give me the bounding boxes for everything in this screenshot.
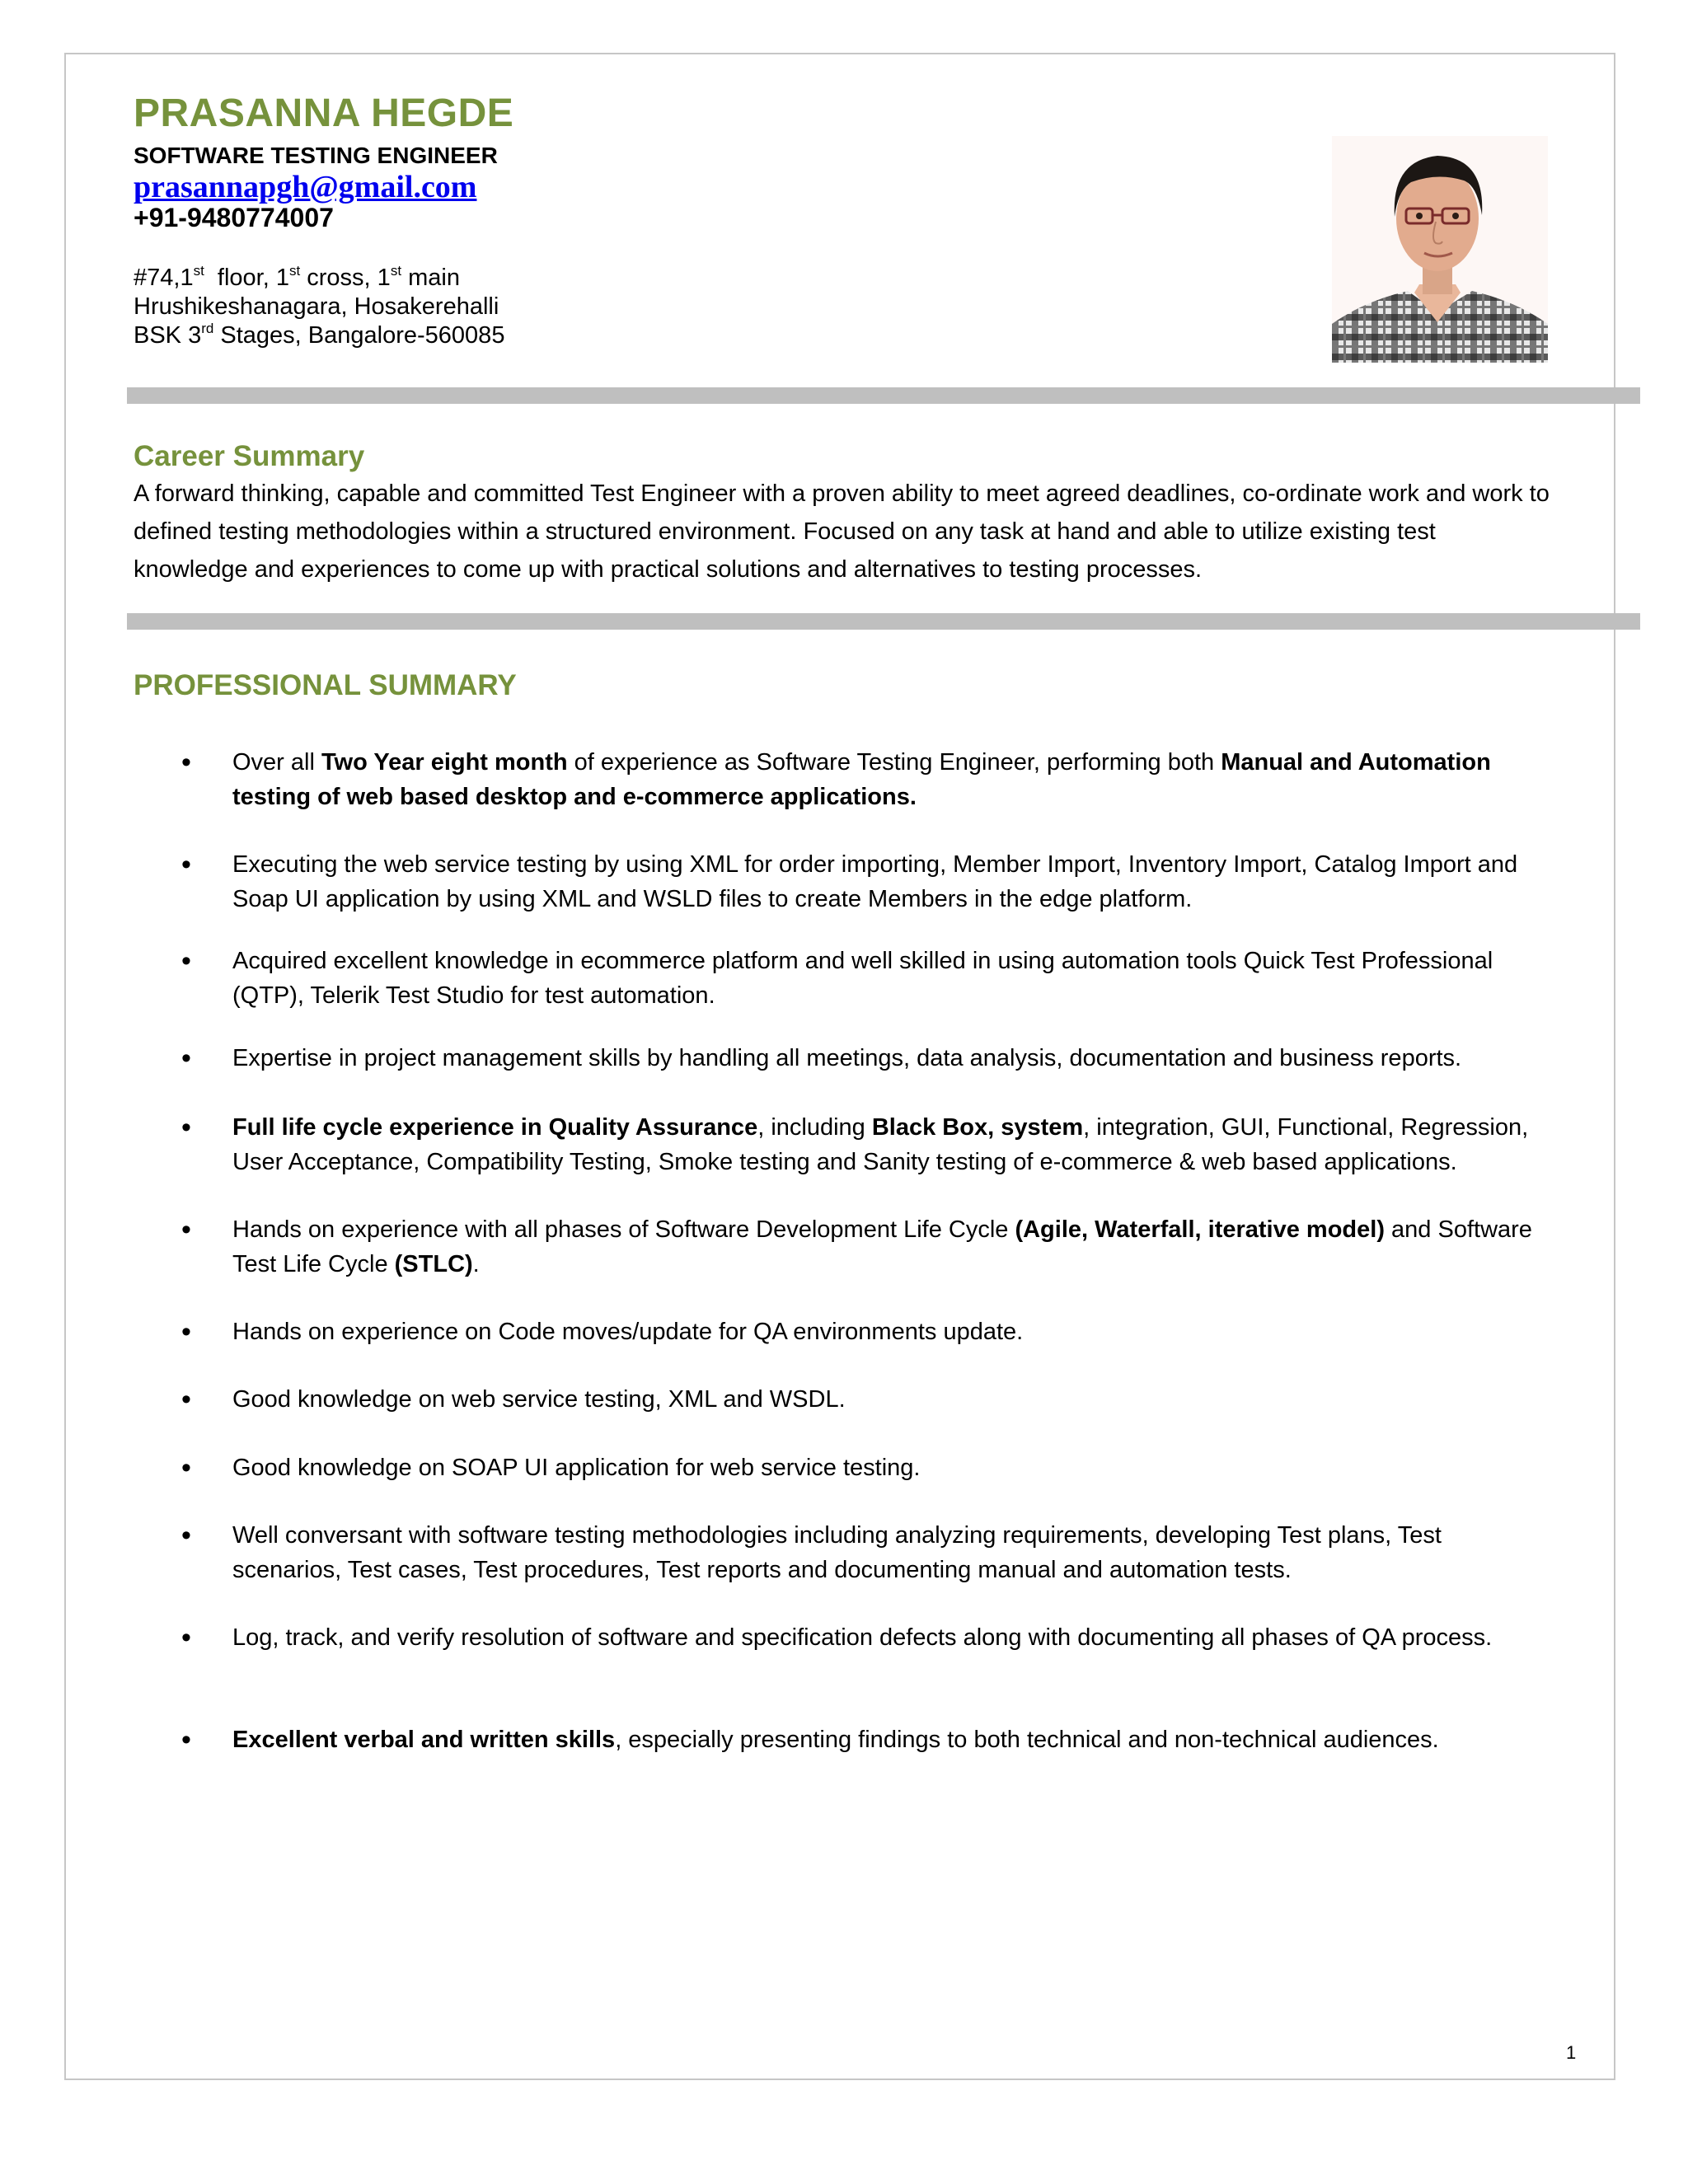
list-item: • Well conversant with software testing methodologies including analyzing requirements, developing Test plans, Test scenarios, Test cases, Test procedures, Test reports and documenting manual and automation tests. (232, 1518, 1551, 1587)
list-item: • Good knowledge on SOAP UI application for web service testing. (232, 1451, 1551, 1485)
address-line-2: Hrushikeshanagara, Hosakerehalli (134, 293, 499, 320)
list-item: • Log, track, and verify resolution of software and specification defects along with documenting all phases of QA process. (232, 1620, 1551, 1655)
section-divider (127, 387, 1640, 404)
postal-address (134, 264, 504, 350)
page-number: 1 (1566, 2042, 1577, 2063)
candidate-name: PRASANNA HEGDE (134, 91, 514, 135)
career-summary-text: A forward thinking, capable and committed Test Engineer with a proven ability to meet agreed deadlines, co-ordinate work and work to defined testing methodologies within a structured environment. Focused on any task at hand and able to utilize existing test knowledge and experiences to come up with practical solutions and alternatives to testing processes. (134, 480, 1550, 583)
list-item: • Full life cycle experience in Quality Assurance, including Black Box, system, integration, GUI, Functional, Regression, User Acceptance, Compatibility Testing, Smoke testing and Sanity testing of e-commerce & web based applications. (232, 1110, 1551, 1179)
job-title: SOFTWARE TESTING ENGINEER (134, 143, 498, 168)
profile-photo (1332, 136, 1548, 363)
professional-summary-heading: PROFESSIONAL SUMMARY (134, 669, 517, 701)
list-item: • Good knowledge on web service testing, XML and WSDL. (232, 1382, 1551, 1417)
list-item: • Executing the web service testing by using XML for order importing, Member Import, Inventory Import, Catalog Import and Soap UI application by using XML and WSLD files to create Members in the edge platform. (232, 847, 1551, 916)
portrait-illustration (1332, 136, 1548, 363)
list-item: • Hands on experience on Code moves/update for QA environments update. (232, 1315, 1551, 1349)
section-divider (127, 613, 1640, 630)
list-item: • Excellent verbal and written skills, especially presenting findings to both technical and non-technical audiences. (232, 1722, 1551, 1757)
career-summary-heading: Career Summary (134, 440, 365, 472)
list-item: • Acquired excellent knowledge in ecommerce platform and well skilled in using automation tools Quick Test Professional (QTP), Telerik Test Studio for test automation. (232, 944, 1551, 1013)
list-item: • Over all Two Year eight month of experience as Software Testing Engineer, performing both Manual and Automation testing of web based desktop and e-commerce applications. (232, 745, 1551, 814)
phone-number: +91-9480774007 (134, 203, 334, 232)
list-item: • Expertise in project management skills by handling all meetings, data analysis, documentation and business reports. (232, 1041, 1551, 1076)
list-item: • Hands on experience with all phases of Software Development Life Cycle (Agile, Waterfall, iterative model) and Software Test Life Cycle (STLC). (232, 1212, 1551, 1282)
email-link[interactable]: prasannapgh@gmail.com (134, 170, 477, 204)
address-line-3: BSK 3rd Stages, Bangalore-560085 (134, 321, 505, 349)
address-line-1: #74,1st floor, 1st cross, 1st main (134, 263, 460, 291)
